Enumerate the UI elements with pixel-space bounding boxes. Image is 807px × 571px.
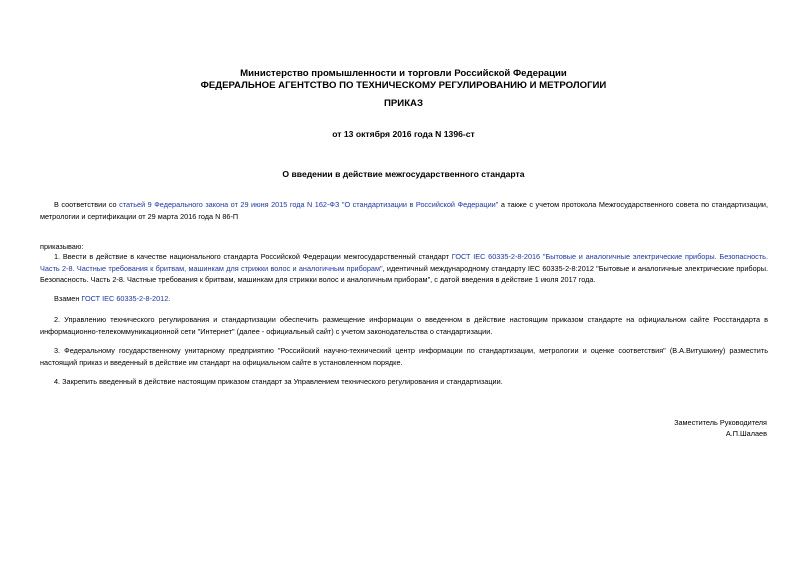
document-date-number: от 13 октября 2016 года N 1396-ст — [332, 129, 475, 139]
intro-paragraph — [40, 199, 768, 222]
replaced-standard-link[interactable]: ГОСТ IEC 60335-2-8-2012 — [81, 294, 169, 303]
item1-text-pre: 1. Ввести в действие в качестве национального стандарта Российской Федерации межгосударственный стандарт — [54, 252, 452, 261]
document-header — [0, 68, 807, 92]
item1-text-post: , идентичный международному стандарту IEC 60335-2-8:2012 "Бытовые и аналогичные электрические приборы. Безопасность. Часть 2-8. Частные требования к бритвам, машинкам для стрижки волос и аналогичным приборам", с датой введения в действие 1 июля 2017 года. — [40, 263, 768, 285]
order-item-4: 4. Закрепить введенный в действие настоящим приказом стандарт за Управлением технического регулирования и стандартизации. — [54, 377, 503, 386]
document-title: О введении в действие межгосударственного стандарта — [282, 169, 525, 179]
signer-position: Заместитель Руководителя — [674, 418, 767, 427]
replace-text-pre: Взамен — [54, 294, 82, 303]
signature-block — [674, 418, 767, 439]
replace-text-post: . — [168, 294, 171, 303]
agency-name: ФЕДЕРАЛЬНОЕ АГЕНТСТВО ПО ТЕХНИЧЕСКОМУ РЕГУЛИРОВАНИЮ И МЕТРОЛОГИИ — [200, 80, 607, 91]
document-type: ПРИКАЗ — [384, 98, 423, 109]
orders-word: приказываю: — [40, 242, 84, 251]
law-link[interactable]: статьей 9 Федерального закона от 29 июня 2015 года N 162-ФЗ "О стандартизации в Российской Федерации" — [119, 200, 499, 209]
intro-text-pre: В соответствии со — [54, 200, 120, 209]
order-item-3: 3. Федеральному государственному унитарному предприятию "Российский научно-технический центр информации по стандартизации, метрологии и оценке соответствия" (В.А.Витушкину) разместить настоящий приказ и введенный в действие им стандарт на официальном сайте в установленном порядке. — [40, 346, 768, 367]
order-item-1 — [40, 251, 768, 286]
standard-link[interactable]: ГОСТ IEC 60335-2-8-2016 "Бытовые и аналогичные электрические приборы. Безопасность. Часть 2-8. Частные требования к бритвам, машинкам для стрижки волос и аналогичным приборам" — [40, 252, 768, 273]
order-item-2: 2. Управлению технического регулирования и стандартизации обеспечить размещение информации о введенном в действие настоящим приказом стандарте на официальном сайте Росстандарта в информационно-телекоммуникационной сети "Интернет" (далее - официальный сайт) с учетом законодательства о стандартизации. — [40, 315, 768, 336]
replacement-paragraph — [40, 293, 768, 305]
intro-text-post: а также с учетом протокола Межгосударственного совета по стандартизации, метрологии и сертификации от 29 марта 2016 года N 86-П — [40, 200, 768, 221]
signer-name: А.П.Шалаев — [725, 428, 767, 438]
ministry-name: Министерство промышленности и торговли Российской Федерации — [240, 68, 567, 79]
